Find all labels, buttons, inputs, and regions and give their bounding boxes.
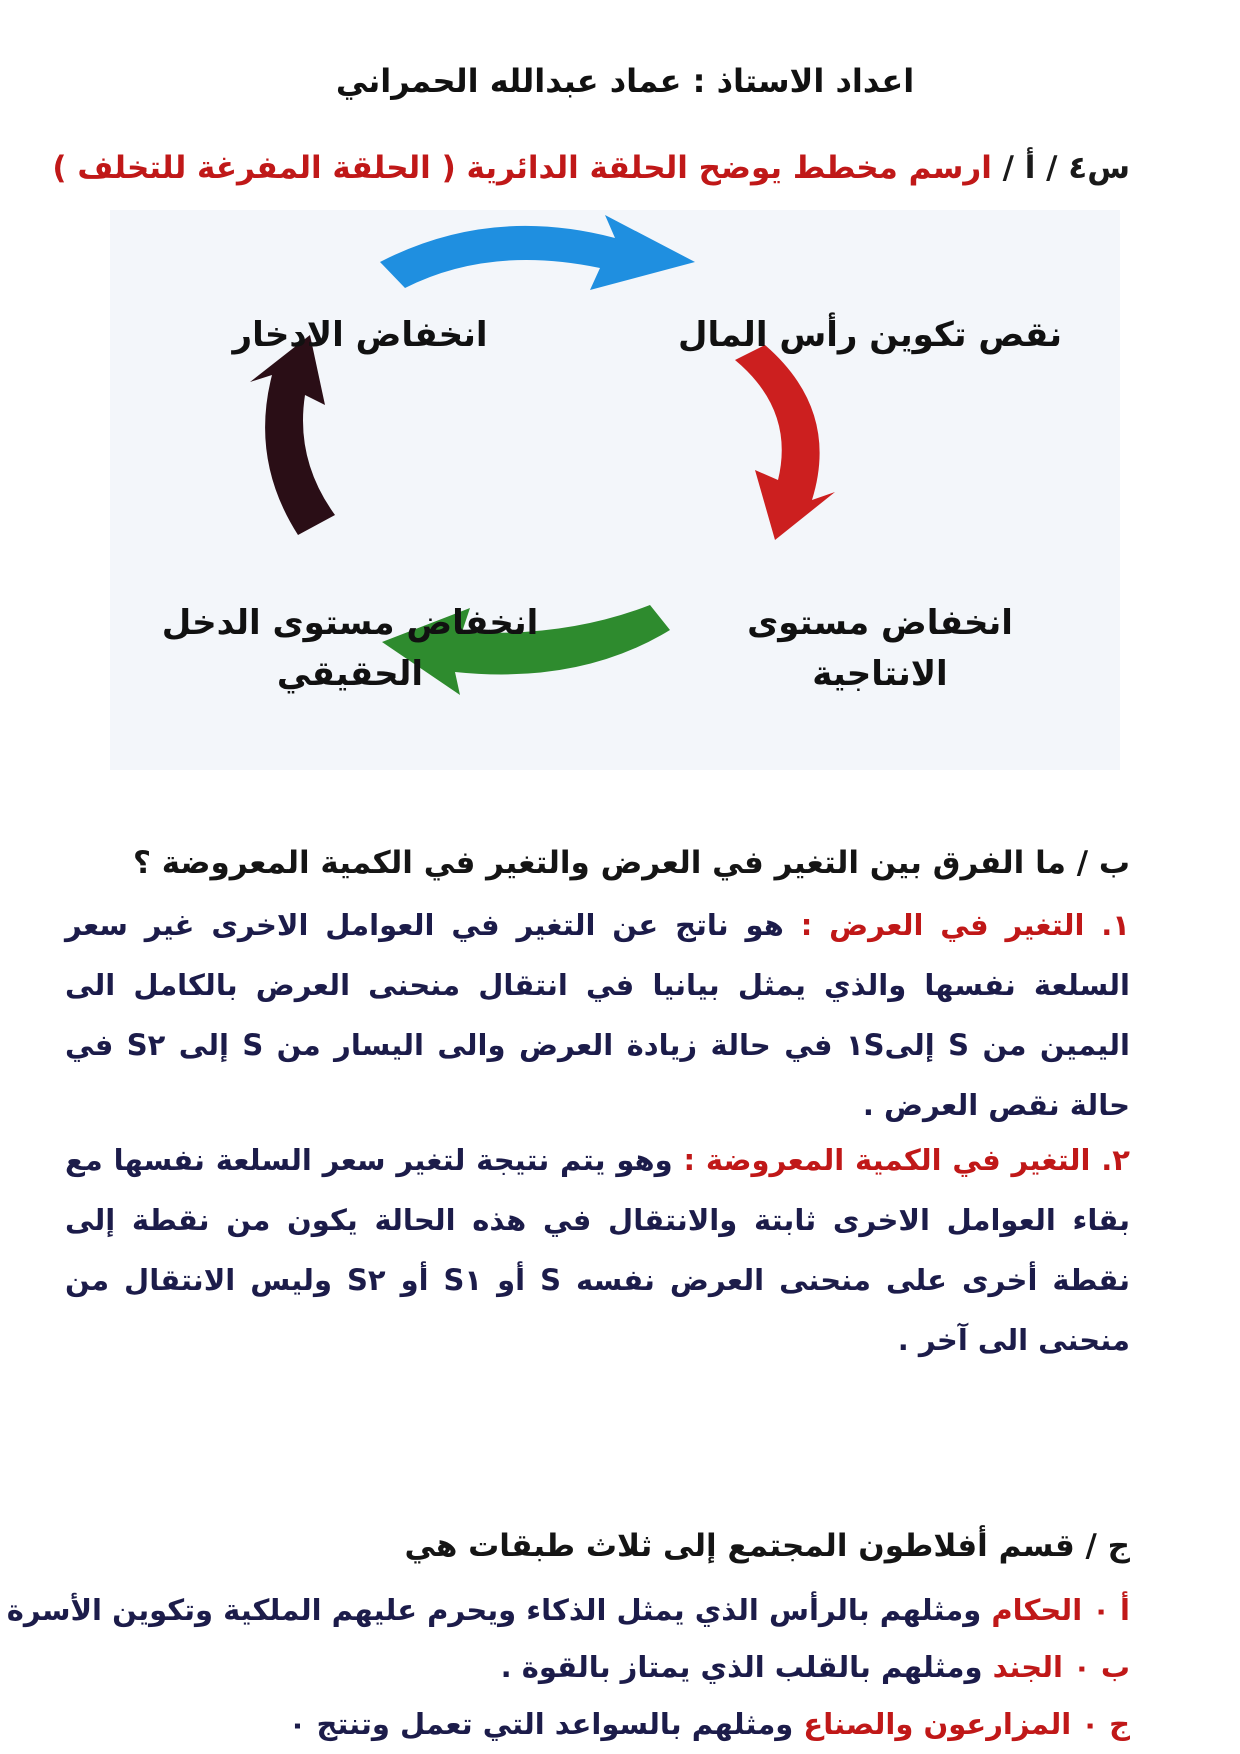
class-rulers	[6, 1580, 1130, 1640]
node-income-line1: انخفاض مستوى الدخل	[161, 603, 539, 643]
node-low-productivity	[710, 598, 1050, 700]
question-c-title: ج / قسم أفلاطون المجتمع إلى ثلاث طبقات هي	[404, 1528, 1130, 1564]
answer-b-item2-text: وهو يتم نتيجة لتغير سعر السلعة نفسها مع بقاء العوامل الاخرى ثابتة والانتقال في هذه الحالة يكون من نقطة إلى نقطة أخرى على منحنى العرض نفسه S أو S١ أو S٢ وليس الانتقال من منحنى الى آخر .	[65, 1143, 1130, 1357]
answer-b-item1	[65, 895, 1130, 1135]
node-capital-shortage: نقص تكوين رأس المال	[678, 315, 1062, 355]
class-soldiers-text: ومثلهم بالقلب الذي يمتاز بالقوة .	[500, 1650, 983, 1684]
class-rulers-marker: أ ٠	[1092, 1593, 1130, 1627]
class-soldiers-term: الجند	[992, 1650, 1063, 1684]
arrow-top	[380, 215, 695, 290]
node-low-saving: انخفاض الادخار	[232, 315, 488, 355]
author-line: اعداد الاستاذ : عماد عبدالله الحمراني	[335, 62, 915, 100]
class-soldiers-marker: ب ٠	[1073, 1650, 1130, 1684]
node-productivity-line1: انخفاض مستوى	[747, 603, 1013, 643]
class-farmers-text: ومثلهم بالسواعد التي تعمل وتنتج ٠	[288, 1707, 794, 1741]
answer-b-item1-term: ١. التغير في العرض :	[800, 908, 1130, 942]
vicious-circle-diagram	[110, 210, 1120, 770]
class-rulers-term: الحكام	[991, 1593, 1083, 1627]
answer-b-item2	[65, 1130, 1130, 1370]
class-farmers-term: المزارعون والصناع	[803, 1707, 1072, 1741]
arrow-right	[735, 345, 835, 540]
arrow-left	[250, 335, 335, 535]
answer-b-item1-text: هو ناتج عن التغير في العوامل الاخرى غير سعر السلعة نفسها والذي يمثل بيانيا في انتقال منحنى العرض بالكامل الى اليمين من S إلى١S في حالة زيادة العرض والى اليسار من S إلى S٢ في حالة نقص العرض .	[65, 908, 1130, 1122]
question-a-prefix: س٤ / أ /	[1002, 150, 1130, 186]
class-rulers-text: ومثلهم بالرأس الذي يمثل الذكاء ويحرم عليهم الملكية وتكوين الأسرة	[6, 1593, 982, 1627]
node-low-real-income	[140, 598, 560, 700]
question-b-title: ب / ما الفرق بين التغير في العرض والتغير في الكمية المعروضة ؟	[132, 845, 1130, 881]
class-farmers-marker: ج ٠	[1081, 1707, 1130, 1741]
answer-b-item2-term: ٢. التغير في الكمية المعروضة :	[683, 1143, 1130, 1177]
class-soldiers	[50, 1637, 1130, 1697]
question-a-text: ارسم مخطط يوضح الحلقة الدائرية ( الحلقة المفرغة للتخلف )	[52, 150, 992, 186]
question-a	[52, 150, 1130, 186]
node-productivity-line2: الانتاجية	[812, 654, 948, 694]
node-income-line2: الحقيقي	[276, 654, 424, 694]
class-farmers-craftsmen	[50, 1694, 1130, 1754]
